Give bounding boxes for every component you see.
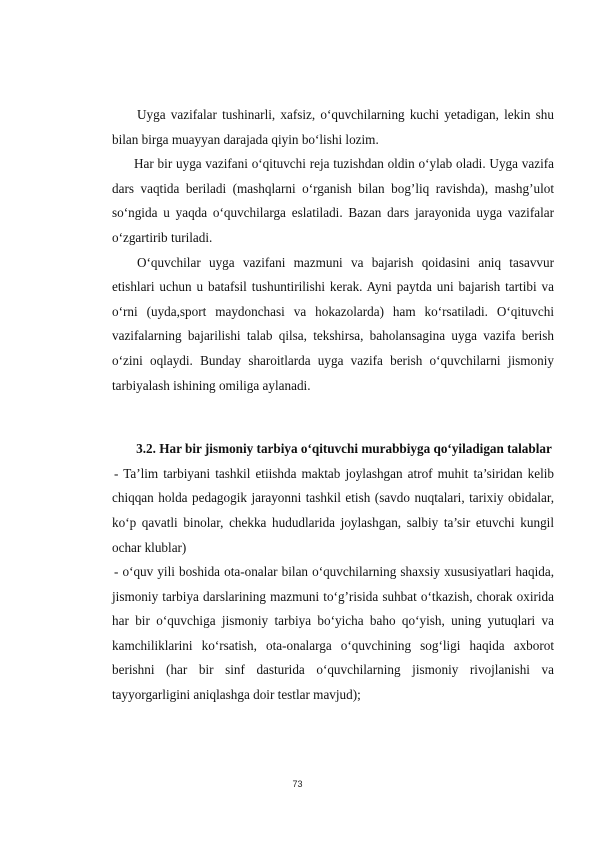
paragraph-homework-planning: Har bir uyga vazifani o‘qituvchi reja tuzishdan oldin o‘ylab oladi. Uyga vazifa dars vaqtida beriladi (mashqlarni o‘rganish bilan bog’liq ravishda), mashg’ulot so‘ngida u yaqda o‘quvchilarga eslatiladi. Bazan dars jarayonida uyga vazifalar o‘zgartirib turiladi. <box>112 156 554 245</box>
paragraph-homework-explanation: O‘quvchilar uyga vazifani mazmuni va bajarish qoidasini aniq tasavvur etishlari uchun u batafsil tushuntirilishi kerak. Ayni paytda uni bajarish tartibi va o‘rni (uyda,sport maydonchasi va hokazolarda) ham ko‘rsatiladi. O‘qituvchi vazifalarning bajarilishi talab qilsa, tekshirsa, baholansagina uyga vazifa berish o‘zini oqlaydi. Bunday sharoitlarda uyga vazifa berish o‘quvchilarni jismoniy tarbiyalash ishining omiliga aylanadi. <box>112 254 554 393</box>
paragraph-homework-difficulty: Uyga vazifalar tushinarli, xafsiz, o‘quvchilarning kuchi yetadigan, lekin shu bilan birga muayyan darajada qiyin bo‘lishi lozim. <box>112 107 554 147</box>
document-body <box>112 103 554 708</box>
list-item: - o‘quv yili boshida ota-onalar bilan o‘quvchilarning shaxsiy xususiyatlari haqida, jismoniy tarbiya darslarining mazmuni to‘g’risida suhbat o‘tkazish, chorak oxirida har bir o‘quvchiga jismoniy tarbiya bo‘yicha baho qo‘yish, uning yutuqlari va kamchiliklarini ko‘rsatish, ota-onalarga o‘quvchining sog‘ligi haqida axborot berishni (har bir sinf dasturida o‘quvchilarning jismoniy rivojlanishi va tayyorgarligini aniqlashga doir testlar mavjud); <box>112 564 554 703</box>
section-spacer <box>112 398 554 437</box>
page-number: 73 <box>292 779 303 789</box>
list-item: - Ta’lim tarbiyani tashkil etiishda maktab joylashgan atrof muhit ta’siridan kelib chiqqan holda pedagogik jarayonni tashkil etish (savdo nuqtalari, tarixiy obidalar, ko‘p qavatli binolar, chekka hududlarida joylashgan, salbiy ta’sir etuvchi kungil ochar klublar) <box>112 465 554 555</box>
section-heading: 3.2. Har bir jismoniy tarbiya o‘qituvchi murabbiyga qo‘yiladigan talablar <box>136 441 552 457</box>
requirements-list <box>112 462 554 708</box>
